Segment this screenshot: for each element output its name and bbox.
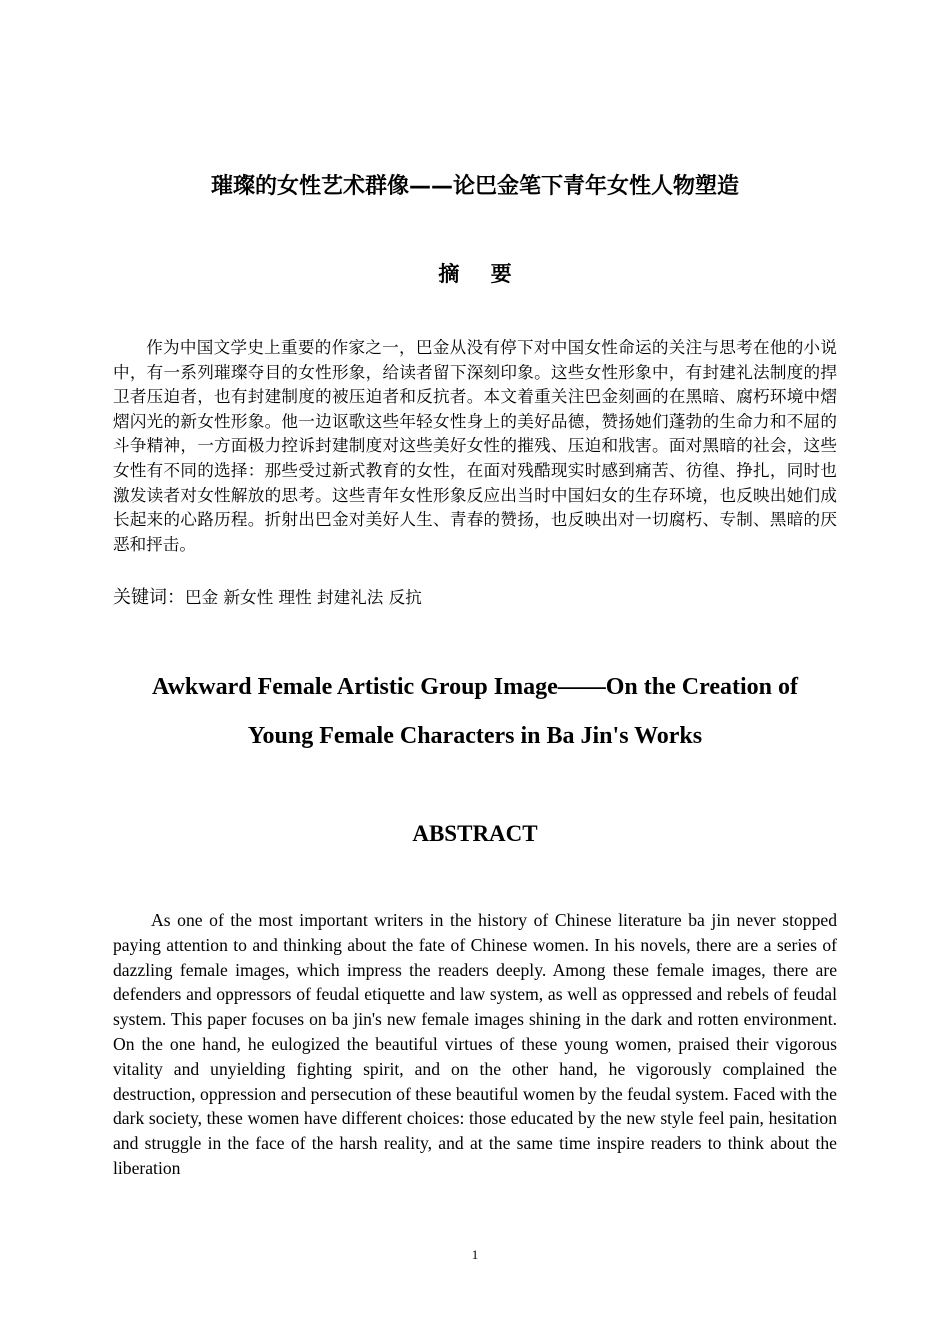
chinese-abstract-heading: 摘 要 [438, 262, 524, 286]
english-abstract-body: As one of the most important writers in the history of Chinese literature ba jin never stopped paying attention to and thinking about the fate of Chinese women. In his novels, there are a series of dazzling female images, which impress the readers deeply. Among these female images, there are defenders and oppressors of feudal etiquette and law system, as well as oppressed and rebels of feudal system. This paper focuses on ba jin's new female images shining in the dark and rotten environment. On the one hand, he eulogized the beautiful virtues of these young women, praised their vigorous vitality and unyielding fighting spirit, and on the other hand, he vigorously complained the destruction, oppression and persecution of these beautiful women by the feudal system. Faced with the dark society, these women have different choices: those educated by the new style feel pain, hesitation and struggle in the face of the harsh reality, and at the same time inspire readers to think about the liberation [113, 910, 837, 1178]
page-number: 1 [471, 1247, 479, 1262]
english-abstract-heading: ABSTRACT [412, 821, 538, 846]
chinese-keywords [113, 585, 837, 611]
english-title-line-1: Awkward Female Artistic Group Image——On the Creation of [152, 674, 798, 700]
chinese-title: 璀璨的女性艺术群像——论巴金笔下青年女性人物塑造 [210, 174, 739, 199]
english-title [0, 663, 950, 761]
keywords-label: 关键词： [113, 587, 185, 608]
keywords-value: 巴金 新女性 理性 封建礼法 反抗 [185, 588, 422, 607]
chinese-abstract-body: 作为中国文学史上重要的作家之一，巴金从没有停下对中国女性命运的关注与思考在他的小说中，有一系列璀璨夺目的女性形象，给读者留下深刻印象。这些女性形象中，有封建礼法制度的捍卫者压迫者，也有封建制度的被压迫者和反抗者。本文着重关注巴金刻画的在黑暗、腐朽环境中熠熠闪光的新女性形象。他一边讴歌这些年轻女性身上的美好品德，赞扬她们蓬勃的生命力和不屈的斗争精神，一方面极力控诉封建制度对这些美好女性的摧残、压迫和戕害。面对黑暗的社会，这些女性有不同的选择：那些受过新式教育的女性，在面对残酷现实时感到痛苦、彷徨、挣扎，同时也激发读者对女性解放的思考。这些青年女性形象反应出当时中国妇女的生存环境，也反映出她们成长起来的心路历程。折射出巴金对美好人生、青春的赞扬，也反映出对一切腐朽、专制、黑暗的厌恶和抨击。 [113, 338, 837, 554]
english-title-line-2: Young Female Characters in Ba Jin's Works [247, 723, 703, 749]
